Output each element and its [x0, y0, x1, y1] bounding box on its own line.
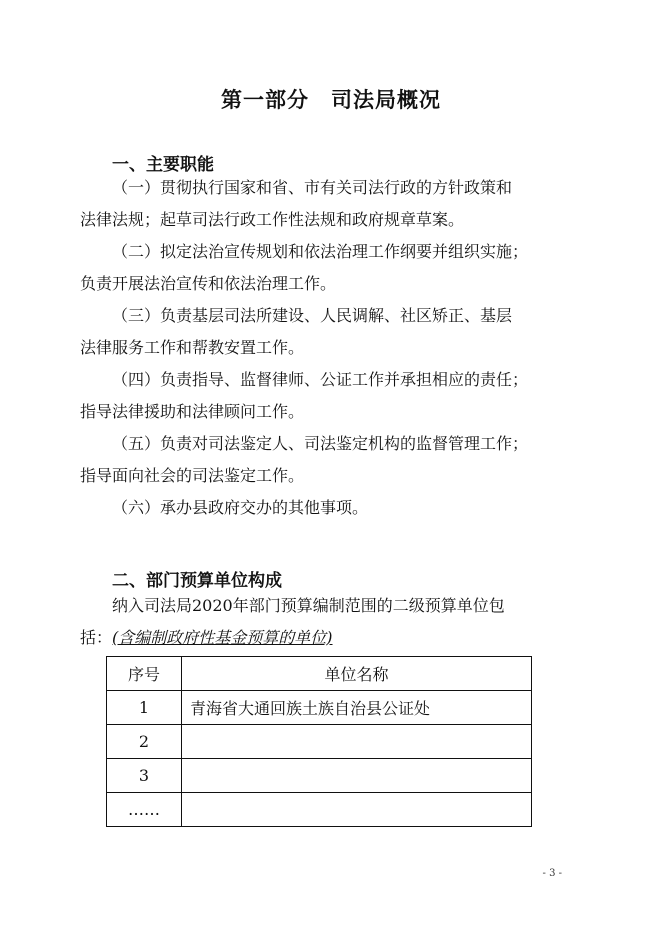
units-intro-prefix: 括： [80, 628, 113, 647]
table-header-row [107, 657, 532, 691]
table-row [107, 793, 532, 827]
function-item-3 [80, 300, 570, 364]
table-cell-name [182, 759, 532, 793]
units-intro [80, 590, 570, 654]
function-item-line: 指导面向社会的司法鉴定工作。 [80, 466, 305, 485]
budget-units-table [106, 656, 532, 827]
function-item-line: （二）拟定法治宣传规划和依法治理工作纲要并组织实施； [112, 242, 529, 261]
units-intro-line2 [80, 622, 570, 654]
table-cell-seq: 2 [107, 725, 182, 759]
function-item-line: 法律法规；起草司法行政工作性法规和政府规章草案。 [80, 210, 465, 229]
table-cell-name: 青海省大通回族土族自治县公证处 [182, 691, 532, 725]
table-header-seq: 序号 [107, 657, 182, 691]
table-row [107, 691, 532, 725]
function-item-line: （五）负责对司法鉴定人、司法鉴定机构的监督管理工作； [112, 434, 529, 453]
section-heading-functions: 一、主要职能 [112, 155, 214, 175]
function-item-6 [80, 492, 570, 524]
function-item-2 [80, 236, 570, 300]
units-intro-note: (含编制政府性基金预算的单位) [112, 628, 333, 647]
function-item-line: （一）贯彻执行国家和省、市有关司法行政的方针政策和 [112, 178, 513, 197]
units-intro-line: 纳入司法局2020年部门预算编制范围的二级预算单位包 [112, 596, 505, 615]
table-cell-name [182, 725, 532, 759]
function-item-1 [80, 172, 570, 236]
table-row [107, 725, 532, 759]
table-cell-seq: 3 [107, 759, 182, 793]
table-row [107, 759, 532, 793]
function-item-line: （三）负责基层司法所建设、人民调解、社区矫正、基层 [112, 306, 513, 325]
function-item-5 [80, 428, 570, 492]
table-header-name: 单位名称 [182, 657, 532, 691]
table-cell-seq: 1 [107, 691, 182, 725]
function-item-4 [80, 364, 570, 428]
function-item-line: 法律服务工作和帮教安置工作。 [80, 338, 305, 357]
section-heading-units: 二、部门预算单位构成 [112, 571, 282, 591]
function-item-line: （四）负责指导、监督律师、公证工作并承担相应的责任； [112, 370, 529, 389]
table-cell-name [182, 793, 532, 827]
function-item-line: 指导法律援助和法律顾问工作。 [80, 402, 305, 421]
function-item-line: 负责开展法治宣传和依法治理工作。 [80, 274, 337, 293]
page-number: - 3 - [542, 868, 562, 879]
table-cell-seq: …… [107, 793, 182, 827]
page-title: 第一部分 司法局概况 [221, 88, 441, 112]
function-item-line: （六）承办县政府交办的其他事项。 [112, 498, 369, 517]
